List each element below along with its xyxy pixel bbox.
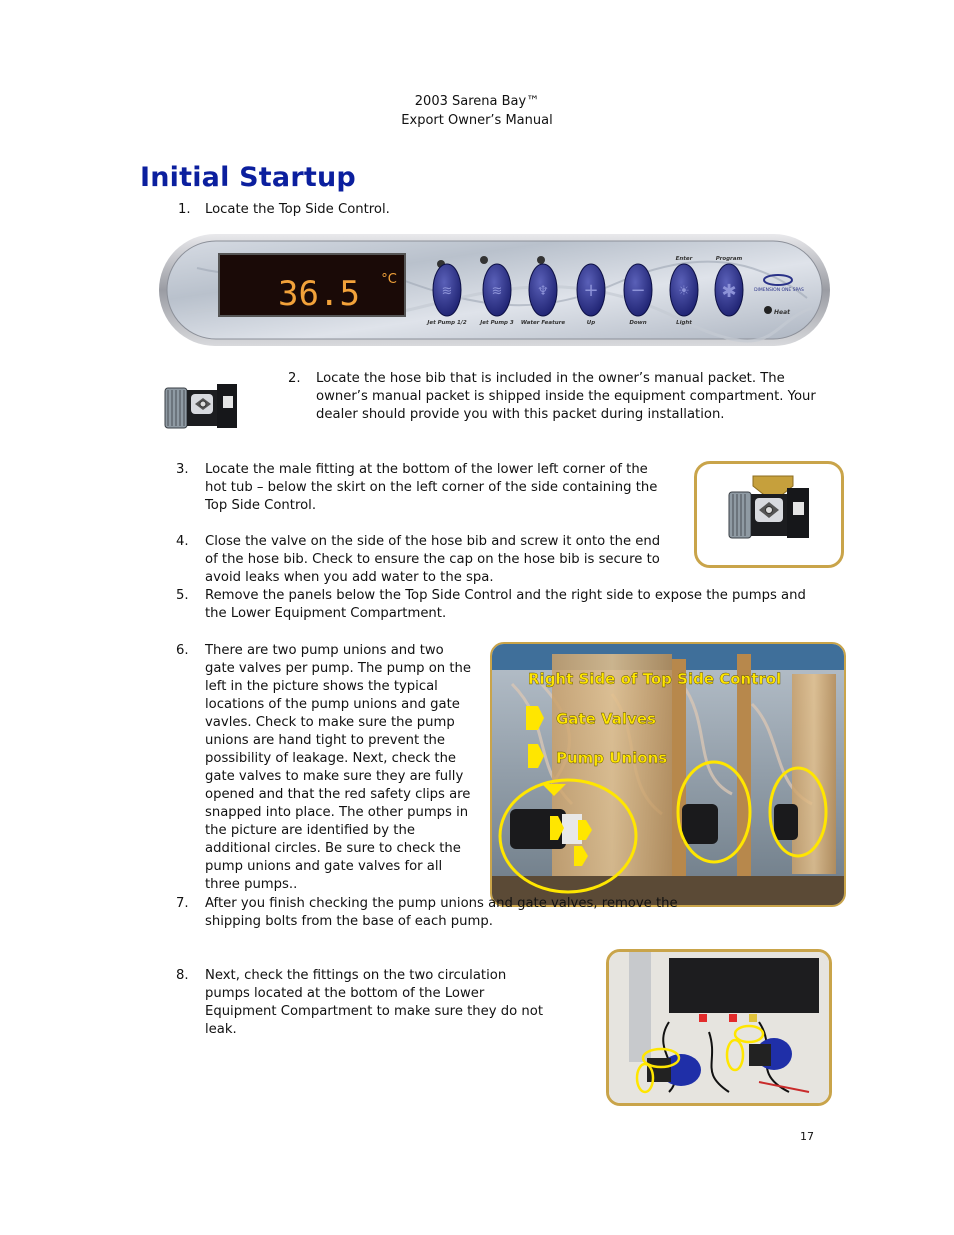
step-1: [178, 201, 778, 221]
step-text: Locate the male fitting at the bottom of the lower left corner of the hot tub – below the skirt on the left corner of the side containing the Top Side Control.: [205, 462, 658, 513]
page-title: Initial Startup: [140, 162, 356, 193]
step-text: Locate the Top Side Control.: [205, 202, 390, 217]
button-label: Jet Pump 1/2: [427, 320, 467, 326]
step-2: [288, 370, 848, 430]
photo-heading-label: Right Side of Top Side Control: [528, 670, 782, 688]
step-text: There are two pump unions and two gate valves per pump. The pump on the left in the picture shows the typical locations of the pump unions and gate vavles. Check to make sure the pump unions are hand tight to prevent the possibility of leakage. Next, check the gate valves to make sure they are fully opened and that the red safety clips are snapped into place. The other pumps in the picture are identified by the additional circles. Be sure to check the pump unions and gate valves for all three pumps..: [205, 643, 472, 892]
jet-icon: ≋: [491, 284, 503, 299]
button-label: Up: [586, 320, 596, 326]
header-line-1: 2003 Sarena Bay™: [414, 94, 540, 109]
hose-bib-image: [163, 380, 239, 432]
hose-bib-fitting-illustration: [697, 464, 841, 565]
step-number: 7.: [176, 896, 189, 911]
step-5: [176, 587, 836, 625]
pump-unions-label: Pump Unions: [556, 749, 668, 767]
step-number: 6.: [176, 643, 189, 658]
program-label: Program: [715, 256, 743, 262]
circulation-pumps-photo: [606, 949, 832, 1106]
step-number: 4.: [176, 534, 189, 549]
step-number: 2.: [288, 371, 301, 386]
button-label: Jet Pump 3: [480, 320, 514, 326]
circulation-pumps-illustration: [609, 952, 829, 1103]
step-text: Next, check the fittings on the two circulation pumps located at the bottom of the Lower Equipment Compartment to make sure they do not leak.: [205, 968, 543, 1037]
program-button[interactable]: [715, 264, 743, 316]
step-text: Remove the panels below the Top Side Control and the right side to expose the pumps and the Lower Equipment Compartment.: [205, 588, 806, 621]
step-number: 3.: [176, 462, 189, 477]
jet-icon: ≋: [441, 284, 453, 299]
step-7: [176, 895, 696, 933]
step-4: [176, 533, 676, 587]
svg-text:DIMENSION ONE SPAS: DIMENSION ONE SPAS: [754, 288, 804, 293]
button-label: Light: [676, 320, 692, 326]
water-feature-icon: ♆: [537, 284, 549, 299]
pump-compartment-illustration: [492, 644, 844, 905]
page-number: 17: [800, 1130, 814, 1143]
step-number: 1.: [178, 202, 191, 217]
plus-icon: +: [583, 280, 599, 301]
step-text: Close the valve on the side of the hose bib and screw it onto the end of the hose bib. Check to ensure the cap on the hose bib is secure to avoid leaks when you add water to the spa.: [205, 534, 661, 585]
step-3: [176, 461, 676, 521]
step-8: [176, 967, 576, 1037]
top-side-control-image: [157, 228, 832, 352]
button-label: Water Feature: [520, 320, 566, 326]
minus-icon: −: [630, 280, 646, 301]
manual-header: [0, 92, 954, 130]
hose-bib-fitting-image: [694, 461, 844, 568]
step-text: Locate the hose bib that is included in the owner’s manual packet. The owner’s manual packet is shipped inside the equipment compartment. Your dealer should provide you with this packet during installation.: [316, 371, 816, 422]
temperature-display: 36.5: [278, 274, 360, 314]
gate-valves-label: Gate Valves: [556, 710, 656, 728]
step-number: 8.: [176, 968, 189, 983]
step-number: 5.: [176, 588, 189, 603]
enter-label: Enter: [675, 256, 693, 262]
hose-bib-illustration: [163, 380, 239, 432]
button-label: Down: [629, 320, 647, 326]
heat-label: Heat: [773, 309, 791, 316]
top-side-control-illustration: [157, 228, 832, 352]
header-line-2: Export Owner’s Manual: [401, 113, 553, 128]
step-text: After you finish checking the pump unions and gate valves, remove the shipping bolts from the base of each pump.: [205, 896, 678, 929]
temperature-unit: °C: [381, 272, 397, 287]
asterisk-icon: ✱: [721, 281, 737, 302]
light-icon: ☀: [678, 284, 690, 299]
step-6: [176, 642, 476, 892]
pump-compartment-photo: [490, 642, 846, 907]
